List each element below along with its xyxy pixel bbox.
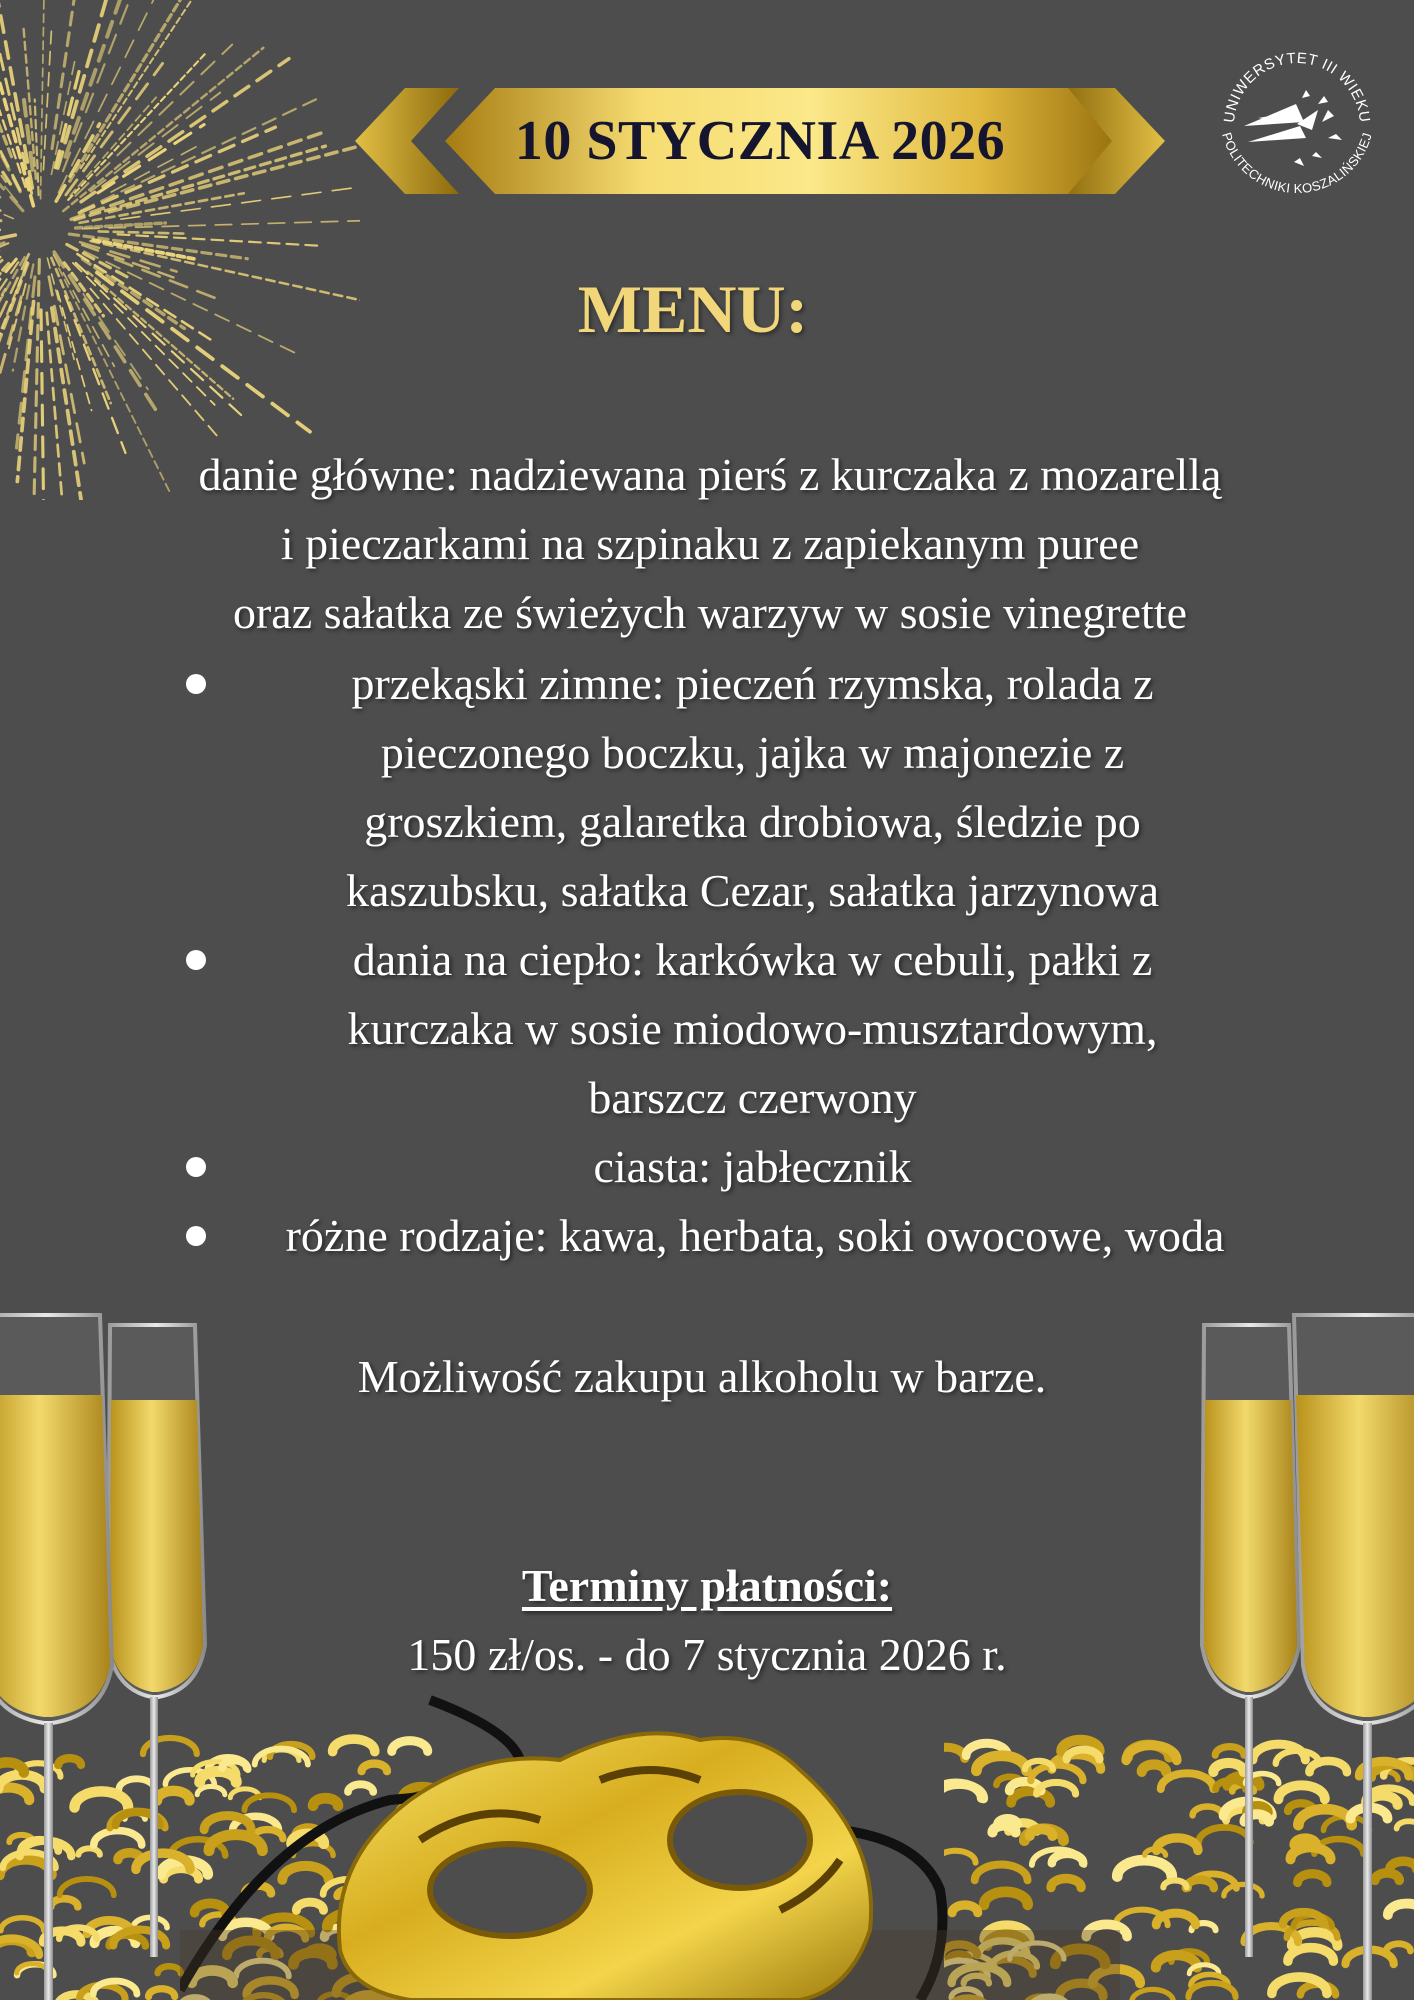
firework-ray (121, 188, 355, 219)
firework-ray (58, 0, 155, 193)
menu-item-line: przekąski zimne: pieczeń rzymska, rolada z (351, 658, 1154, 709)
firework-decoration (0, 0, 360, 500)
menu-item-hot-dishes (0, 925, 1414, 1132)
menu-item-cakes (0, 1132, 1414, 1201)
mask-eye-left (430, 1844, 590, 1936)
streamer-curl (1142, 1765, 1166, 1772)
menu-item-line: różne rodzaje: kawa, herbata, soki owocowe, woda (285, 1210, 1225, 1261)
university-logo (1208, 34, 1386, 212)
streamer-curl (1156, 1913, 1195, 1925)
mask-eye-right (670, 1792, 810, 1888)
streamer-curl (1117, 1860, 1172, 1876)
firework-ray (81, 59, 289, 202)
firework-ray (109, 140, 360, 212)
firework-ray (81, 96, 322, 210)
menu-item-line: pieczonego boczku, jajka w majonezie z (380, 727, 1125, 778)
masquerade-mask (180, 1690, 1120, 2000)
alcohol-note: Możliwość zakupu alkoholu w barze. (357, 1351, 1047, 1402)
streamer-curl (1163, 1880, 1186, 1887)
bullet-icon (186, 1157, 206, 1177)
firework-ray (43, 31, 51, 169)
main-dish-line: oraz sałatka ze świeżych warzyw w sosie vinegrette (232, 587, 1188, 638)
firework-ray (63, 0, 170, 171)
streamer-curl (1156, 1955, 1197, 1967)
bullet-icon (186, 950, 206, 970)
main-dish-line: danie główne: nadziewana pierś z kurczaka z mozarellą (198, 449, 1222, 500)
main-dish-paragraph (120, 440, 1300, 647)
menu-heading: MENU: (577, 271, 809, 347)
event-date: 10 STYCZNIA 2026 (514, 110, 1006, 172)
menu-item-line: groszkiem, galaretka drobiowa, śledzie po (364, 796, 1141, 847)
firework-ray (71, 133, 322, 220)
menu-item-line: kurczaka w sosie miodowo-musztardowym, (347, 1003, 1158, 1054)
banner-left-arrow (355, 88, 459, 194)
menu-item-drinks (0, 1201, 1414, 1270)
menu-item-line: kaszubsku, sałatka Cezar, sałatka jarzynowa (345, 865, 1160, 916)
menu-items-list (0, 649, 1414, 1270)
payment-heading: Terminy płatności: (521, 1560, 893, 1611)
menu-item-line: dania na ciepło: karkówka w cebuli, pałki z (352, 934, 1153, 985)
bullet-icon (186, 674, 206, 694)
firework-ray (99, 231, 187, 233)
champagne-glasses-right (1199, 1305, 1414, 2000)
payment-deadline: 150 zł/os. - do 7 stycznia 2026 r. (407, 1629, 1007, 1680)
firework-ray (70, 0, 186, 181)
logo-text-top: UNIWERSYTET III WIEKU (1220, 49, 1374, 124)
menu-item-line: barszcz czerwony (588, 1072, 917, 1123)
logo-star-icon (1244, 90, 1342, 166)
firework-ray (0, 164, 1, 221)
streamer-curl (1132, 1989, 1174, 2000)
menu-item-cold-appetizers (0, 649, 1414, 925)
firework-ray (35, 99, 39, 195)
bullet-icon (186, 1226, 206, 1246)
logo-text-bottom: POLITECHNIKI KOSZALIŃSKIEJ (1219, 130, 1375, 197)
firework-ray (75, 45, 232, 196)
main-dish-line: i pieczarkami na szpinaku z zapiekanym puree (280, 518, 1140, 569)
menu-item-line: ciasta: jabłecznik (593, 1141, 912, 1192)
